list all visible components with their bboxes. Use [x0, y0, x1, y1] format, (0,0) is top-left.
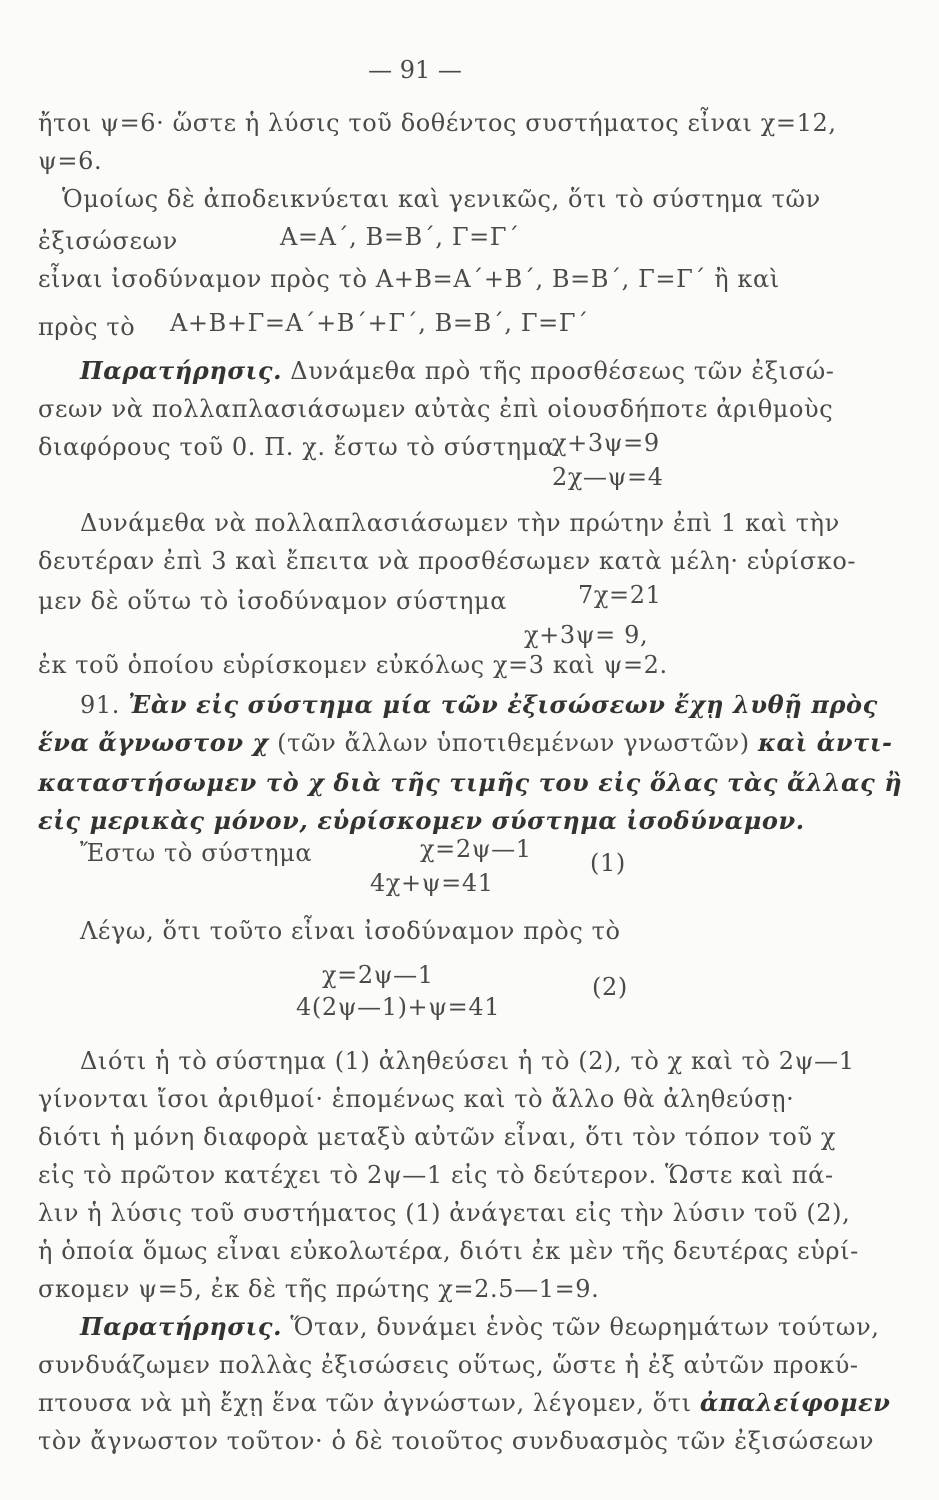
emphasized-term: ἀπαλείφομεν — [699, 1388, 891, 1417]
equation: 2χ—ψ=4 — [552, 463, 664, 491]
text-line — [80, 356, 835, 386]
text-line: δευτέραν ἐπὶ 3 καὶ ἔπειτα νὰ προσθέσωμεν κατὰ μέλη· εὑρίσκο- — [38, 547, 857, 575]
text-line: ἐξισώσεων — [38, 227, 178, 255]
theorem-text: καταστήσωμεν τὸ χ διὰ τῆς τιμῆς του εἰς ὅλας τὰς ἄλλας ἢ — [38, 768, 903, 797]
text-line: Λέγω, ὅτι τοῦτο εἶναι ἰσοδύναμον πρὸς τὸ — [80, 917, 621, 945]
text-span: πτουσα νὰ μὴ ἔχῃ ἕνα τῶν ἀγνώστων, λέγομεν, ὅτι — [38, 1389, 700, 1417]
text-span: Ὅταν, δυνάμει ἑνὸς τῶν θεωρημάτων τούτων, — [282, 1313, 880, 1341]
text-line — [80, 690, 878, 720]
text-line: συνδυάζωμεν πολλὰς ἐξισώσεις οὕτως, ὥστε ἡ ἐξ αὐτῶν προκύ- — [38, 1351, 859, 1379]
equation: χ+3ψ=9 — [552, 429, 660, 457]
equation: χ=2ψ—1 — [322, 961, 434, 989]
text-line: Ἔστω τὸ σύστημα — [80, 839, 313, 867]
text-line: Διότι ἡ τὸ σύστημα (1) ἀληθεύσει ἡ τὸ (2), τὸ χ καὶ τὸ 2ψ—1 — [80, 1047, 855, 1075]
equation: 7χ=21 — [578, 581, 662, 609]
text-line: σκομεν ψ=5, ἐκ δὲ τῆς πρώτης χ=2.5—1=9. — [38, 1275, 600, 1303]
text-line: γίνονται ἴσοι ἀριθμοί· ἑπομένως καὶ τὸ ἄλλο θὰ ἀληθεύσῃ· — [38, 1085, 795, 1113]
page-number: — 91 — — [368, 56, 462, 84]
text-line: διαφόρους τοῦ 0. Π. χ. ἔστω τὸ σύστημα — [38, 433, 555, 461]
text-line: πρὸς τὸ — [38, 313, 136, 341]
text-line: ἐκ τοῦ ὁποίου εὑρίσκομεν εὐκόλως χ=3 καὶ ψ=2. — [38, 651, 668, 679]
text-line: ψ=6. — [38, 147, 103, 175]
text-line — [38, 1388, 890, 1418]
text-line: ἡ ὁποία ὅμως εἶναι εὐκολωτέρα, διότι ἐκ μὲν τῆς δευτέρας εὑρί- — [38, 1237, 859, 1265]
equation-label: (1) — [590, 849, 626, 877]
text-line: τὸν ἄγνωστον τοῦτον· ὁ δὲ τοιοῦτος συνδυασμὸς τῶν ἐξισώσεων — [38, 1427, 875, 1455]
theorem-text: εἰς μερικὰς μόνον, εὑρίσκομεν σύστημα ἰσοδύναμον. — [38, 806, 805, 835]
text-line: εἶναι ἰσοδύναμον πρὸς τὸ Α+Β=Α΄+Β΄, Β=Β΄, Γ=Γ΄ ἢ καὶ — [38, 265, 780, 293]
text-line: εἰς τὸ πρῶτον κατέχει τὸ 2ψ—1 εἰς τὸ δεύτερον. Ὥστε καὶ πά- — [38, 1161, 834, 1189]
text-span: Δυνάμεθα πρὸ τῆς προσθέσεως τῶν ἐξισώ- — [282, 357, 835, 385]
text-line: λιν ἡ λύσις τοῦ συστήματος (1) ἀνάγεται εἰς τὴν λύσιν τοῦ (2), — [38, 1199, 851, 1227]
text-line: Ὁμοίως δὲ ἀποδεικνύεται καὶ γενικῶς, ὅτι τὸ σύστημα τῶν — [62, 185, 821, 213]
theorem-text: ἕνα ἄγνωστον χ — [38, 728, 269, 757]
text-line — [38, 728, 893, 758]
equation-label: (2) — [592, 973, 628, 1001]
text-line — [80, 1312, 880, 1342]
text-span: (τῶν ἄλλων ὑποτιθεμένων γνωστῶν) — [268, 729, 758, 757]
equation: Α+Β+Γ=Α΄+Β΄+Γ΄, Β=Β΄, Γ=Γ΄ — [170, 309, 589, 337]
equation: 4χ+ψ=41 — [370, 869, 494, 897]
remark-heading: Παρατήρησις. — [80, 1312, 283, 1341]
equation: χ=2ψ—1 — [420, 835, 532, 863]
equation: 4(2ψ—1)+ψ=41 — [296, 993, 501, 1021]
text-line: Δυνάμεθα νὰ πολλαπλασιάσωμεν τὴν πρώτην ἐπὶ 1 καὶ τὴν — [80, 509, 840, 537]
text-line: μεν δὲ οὕτω τὸ ἰσοδύναμον σύστημα — [38, 587, 508, 615]
theorem-text: καὶ ἀντι- — [757, 728, 893, 757]
text-line: διότι ἡ μόνη διαφορὰ μεταξὺ αὐτῶν εἶναι, ὅτι τὸν τόπον τοῦ χ — [38, 1123, 837, 1151]
text-line: σεων νὰ πολλαπλασιάσωμεν αὐτὰς ἐπὶ οἱουσδήποτε ἀριθμοὺς — [38, 395, 834, 423]
equation: χ+3ψ= 9, — [524, 621, 649, 649]
equation: Α=Α΄, Β=Β΄, Γ=Γ΄ — [280, 223, 520, 251]
theorem-text: Ἐὰν εἰς σύστημα μία τῶν ἐξισώσεων ἔχῃ λυθῇ πρὸς — [128, 690, 878, 719]
section-number: 91. — [80, 691, 129, 719]
text-line: ἤτοι ψ=6· ὥστε ἡ λύσις τοῦ δοθέντος συστήματος εἶναι χ=12, — [38, 109, 837, 137]
remark-heading: Παρατήρησις. — [80, 356, 283, 385]
